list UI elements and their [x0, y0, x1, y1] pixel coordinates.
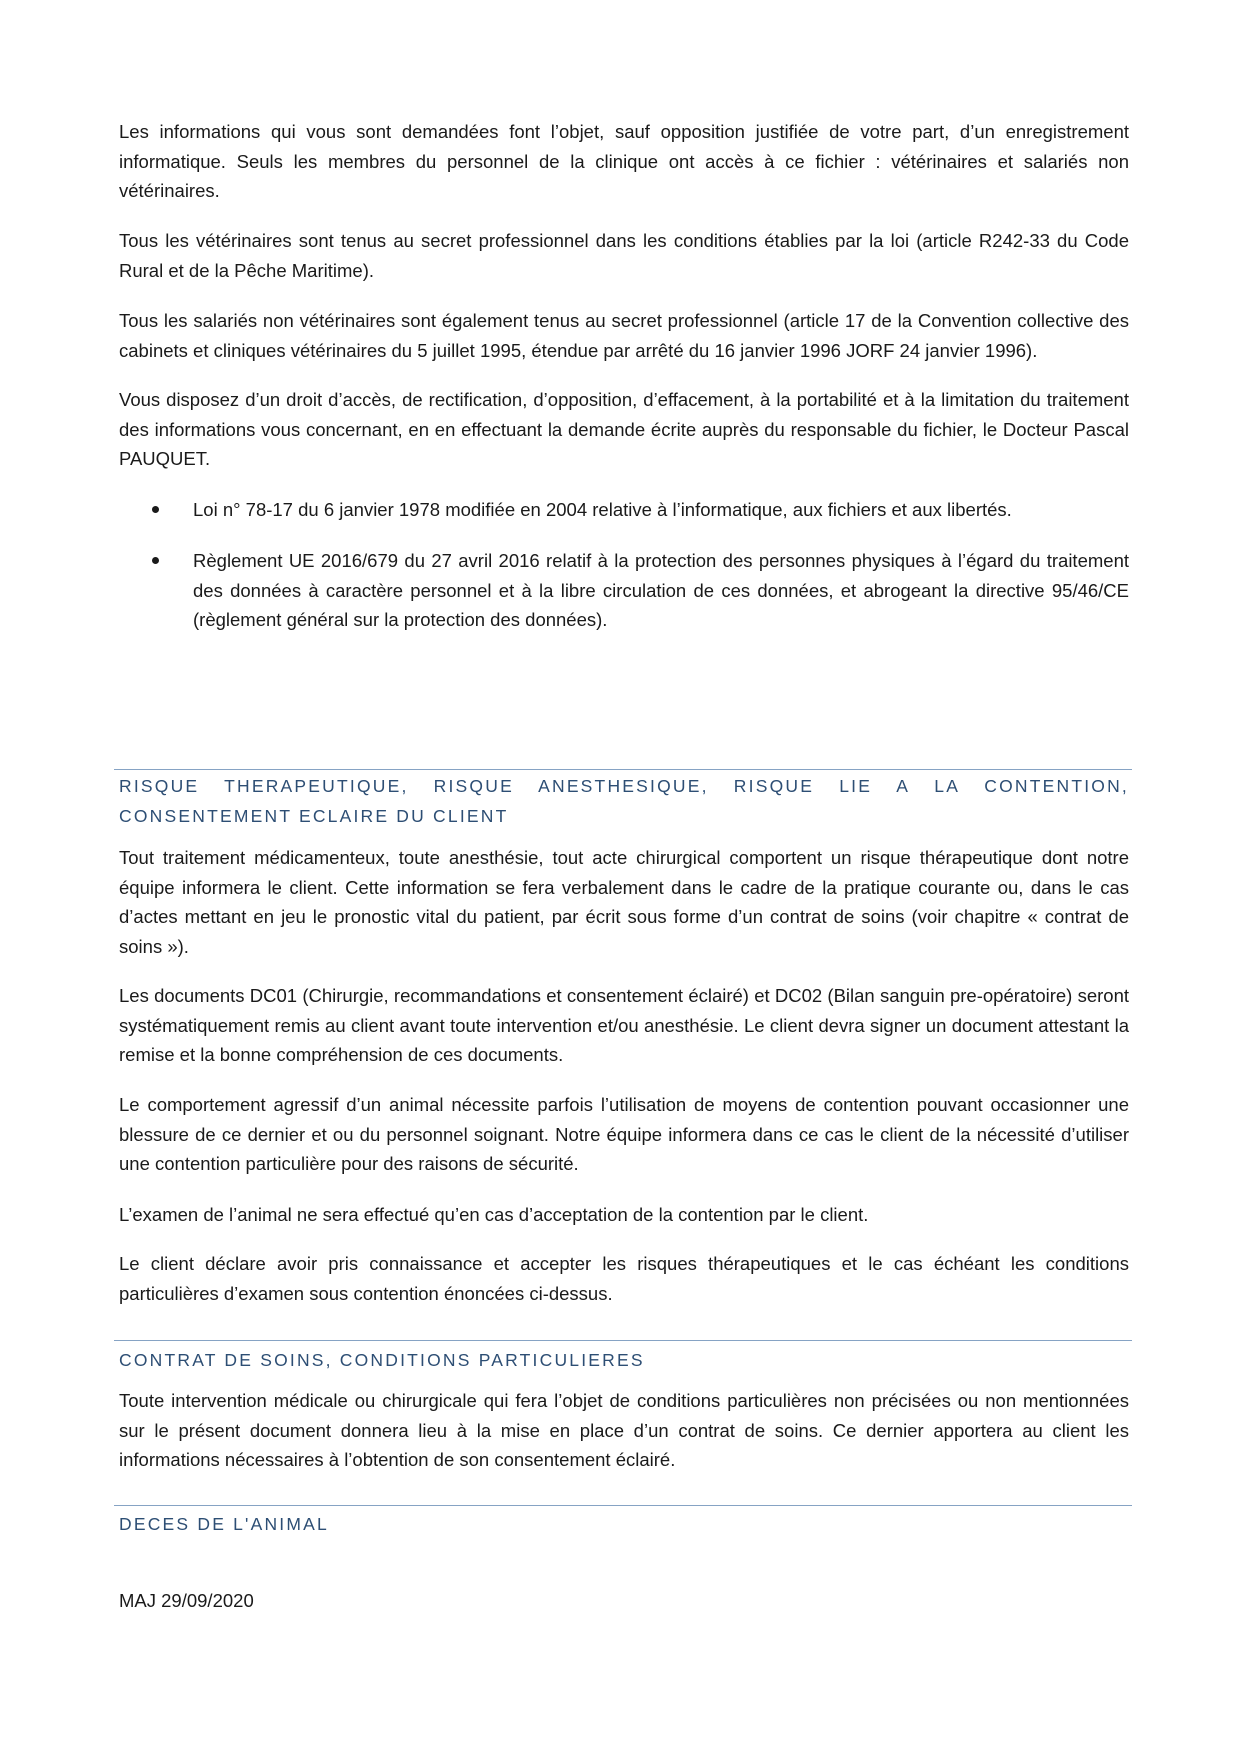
- risque-paragraph-2: Les documents DC01 (Chirurgie, recommandations et consentement éclairé) et DC02 (Bilan sanguin pre-opératoire) seront systématiquement remis au client avant toute intervention et/ou anesthésie. Le client devra signer un document attestant la remise et la bonne compréhension de ces documents.: [119, 985, 1129, 1065]
- risque-paragraph-5: Le client déclare avoir pris connaissance et accepter les risques thérapeutiques et le cas échéant les conditions particulières d’examen sous contention énoncées ci-dessus.: [119, 1253, 1129, 1304]
- contrat-paragraph-1: Toute intervention médicale ou chirurgicale qui fera l’objet de conditions particulières non précisées ou non mentionnées sur le présent document donnera lieu à la mise en place d’un contrat de soins. Ce dernier apportera au client les informations nécessaires à l’obtention de son consentement éclairé.: [119, 1390, 1129, 1470]
- bullet-icon: [152, 557, 159, 564]
- section-heading-contrat: CONTRAT DE SOINS, CONDITIONS PARTICULIERES: [119, 1350, 645, 1370]
- section-divider: [114, 769, 1132, 770]
- list-item-text: Règlement UE 2016/679 du 27 avril 2016 relatif à la protection des personnes physiques à l’égard du traitement des données à caractère personnel et à la libre circulation de ces données, et abrogeant la directive 95/46/CE (règlement général sur la protection des données).: [193, 550, 1129, 630]
- risque-paragraph-1: Tout traitement médicamenteux, toute anesthésie, tout acte chirurgical comportent un risque thérapeutique dont notre équipe informera le client. Cette information se fera verbalement dans le cadre de la pratique courante ou, dans le cas d’actes mettant en jeu le pronostic vital du patient, par écrit sous forme d’un contrat de soins (voir chapitre « contrat de soins »).: [119, 847, 1129, 957]
- list-item: [152, 495, 1129, 525]
- privacy-paragraph-1: Les informations qui vous sont demandées font l’objet, sauf opposition justifiée de votre part, d’un enregistrement informatique. Seuls les membres du personnel de la clinique ont accès à ce fichier : vétérinaires et salariés non vétérinaires.: [119, 121, 1129, 201]
- update-date: MAJ 29/09/2020: [119, 1590, 254, 1611]
- section-divider: [114, 1505, 1132, 1506]
- privacy-paragraph-4: Vous disposez d’un droit d’accès, de rectification, d’opposition, d’effacement, à la portabilité et à la limitation du traitement des informations vous concernant, en en effectuant la demande écrite auprès du responsable du fichier, le Docteur Pascal PAUQUET.: [119, 389, 1129, 469]
- section-heading-deces: DECES DE L'ANIMAL: [119, 1514, 329, 1534]
- risque-paragraph-3: Le comportement agressif d’un animal nécessite parfois l’utilisation de moyens de contention pouvant occasionner une blessure de ce dernier et ou du personnel soignant. Notre équipe informera dans ce cas le client de la nécessité d’utiliser une contention particulière pour des raisons de sécurité.: [119, 1094, 1129, 1174]
- privacy-paragraph-2: Tous les vétérinaires sont tenus au secret professionnel dans les conditions établies par la loi (article R242-33 du Code Rural et de la Pêche Maritime).: [119, 230, 1129, 281]
- list-item: [152, 546, 1129, 635]
- privacy-paragraph-3: Tous les salariés non vétérinaires sont également tenus au secret professionnel (article 17 de la Convention collective des cabinets et cliniques vétérinaires du 5 juillet 1995, étendue par arrêté du 16 janvier 1996 JORF 24 janvier 1996).: [119, 310, 1129, 361]
- section-heading-risque: RISQUE THERAPEUTIQUE, RISQUE ANESTHESIQUE, RISQUE LIE A LA CONTENTION, CONSENTEMENT ECLAIRE DU CLIENT: [119, 776, 1129, 826]
- list-item-text: Loi n° 78-17 du 6 janvier 1978 modifiée en 2004 relative à l’informatique, aux fichiers et aux libertés.: [193, 499, 1012, 520]
- risque-paragraph-4: L’examen de l’animal ne sera effectué qu’en cas d’acceptation de la contention par le client.: [119, 1204, 869, 1225]
- section-divider: [114, 1340, 1132, 1341]
- bullet-icon: [152, 506, 159, 513]
